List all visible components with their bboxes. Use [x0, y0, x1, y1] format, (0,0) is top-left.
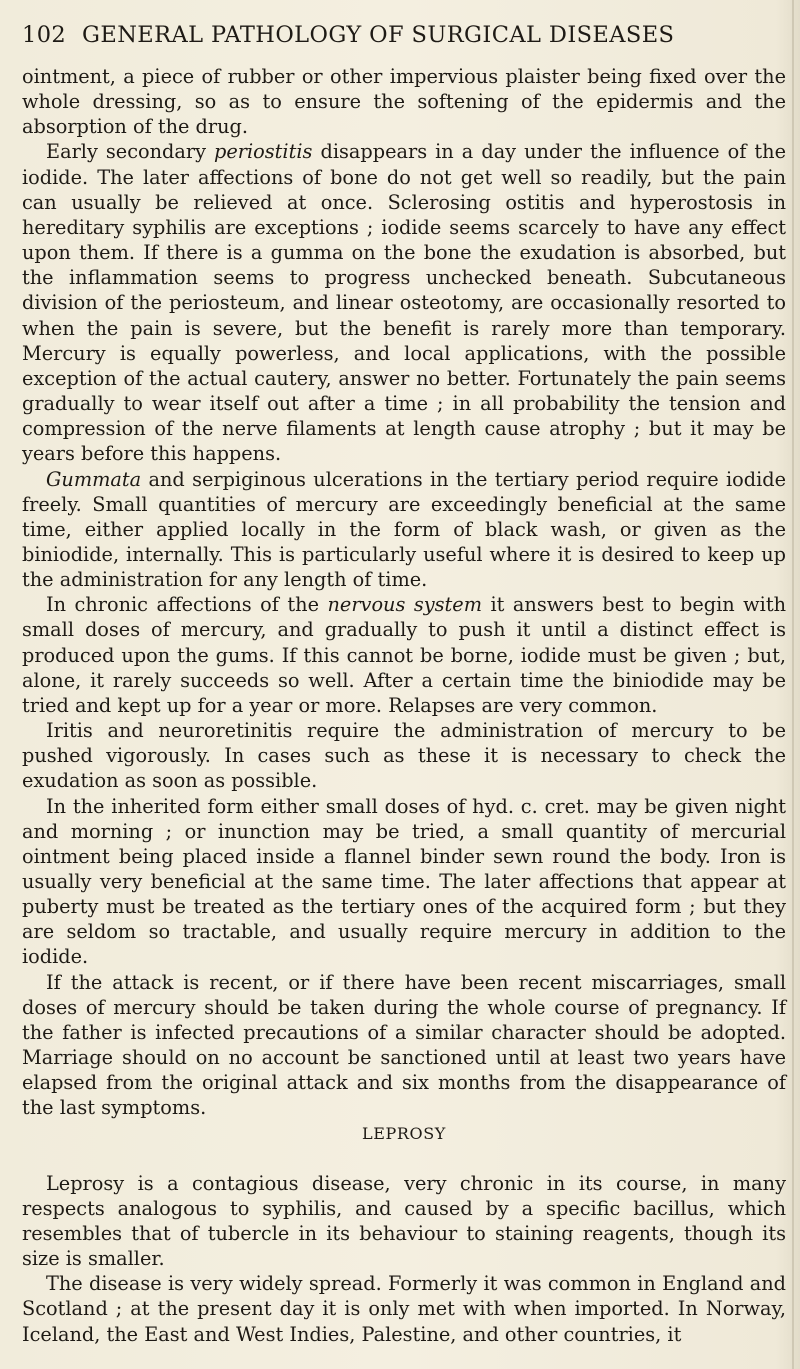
paragraph-gummata: Gummata and serpiginous ulcerations in the tertiary period require iodide freely. Small quantities of mercury are exceedingly beneficial at the same time, either applied locally in the form of black wash, or given as the biniodide, internally. This is particularly useful where it is desired to keep up the administration for any length of time. — [22, 467, 786, 592]
paragraph-ointment: ointment, a piece of rubber or other impervious plaister being fixed over the whole dressing, so as to ensure the softening of the epidermis and the absorption of the drug. — [22, 65, 786, 139]
running-title: GENERAL PATHOLOGY OF SURGICAL DISEASES — [82, 22, 675, 48]
paragraph-leprosy-intro: Leprosy is a contagious disease, very chronic in its course, in many respects analogous to syphilis, and caused by a specific bacillus, which resembles that of tubercle in its behaviour to staining reagents, though its size is smaller. — [22, 1171, 786, 1271]
running-header — [22, 22, 782, 62]
page-number: 102 — [22, 22, 67, 48]
paragraph-periostitis: Early secondary periostitis disappears in a day under the influence of the iodide. The later affections of bone do not get well so readily, but the pain can usually be relieved at once. Sclerosing ostitis and hyperostosis in hereditary syphilis are exceptions ; iodide seems scarcely to have any effect upon them. If there is a gumma on the bone the exudation is absorbed, but the inflammation seems to progress unchecked beneath. Subcutaneous division of the periosteum, and linear osteotomy, are occasionally resorted to when the pain is severe, but the benefit is rarely more than temporary. Mercury is equally powerless, and local applications, with the possible exception of the actual cautery, answer no better. Fortunately the pain seems gradually to wear itself out after a time ; in all probability the tension and compression of the nerve filaments at length cause atrophy ; but it may be years before this happens. — [22, 140, 786, 466]
paragraph-recent-attack: If the attack is recent, or if there have been recent miscarriages, small doses of mercury should be taken during the whole course of pregnancy. If the father is infected precautions of a similar character should be adopted. Marriage should on no account be sanctioned until at least two years have elapsed from the original attack and six months from the disappearance of the last symptoms. — [22, 970, 786, 1120]
paragraph-iritis: Iritis and neuroretinitis require the administration of mercury to be pushed vigorously. In cases such as these it is necessary to check the exudation as soon as possible. — [22, 719, 786, 793]
paragraph-leprosy-spread: The disease is very widely spread. Formerly it was common in England and Scotland ; at the present day it is only met with when imported. In Norway, Iceland, the East and West Indies, Palestine, and other countries, it — [22, 1272, 786, 1346]
body-text — [22, 64, 786, 1347]
term-gummata: Gummata — [46, 467, 142, 491]
paragraph-nervous-system: In chronic affections of the nervous system it answers best to begin with small doses of mercury, and gradually to push it until a distinct effect is produced upon the gums. If this cannot be borne, iodide must be given ; but, alone, it rarely succeeds so well. After a certain time the biniodide may be tried and kept up for a year or more. Relapses are very common. — [22, 593, 786, 717]
section-heading-leprosy: LEPROSY — [362, 1123, 446, 1143]
paragraph-inherited-form: In the inherited form either small doses of hyd. c. cret. may be given night and morning ; or inunction may be tried, a small quantity of mercurial ointment being placed inside a flannel binder sewn round the body. Iron is usually very beneficial at the same time. The later affections that appear at puberty must be treated as the tertiary ones of the acquired form ; but they are seldom so tractable, and usually require mercury in addition to the iodide. — [22, 794, 786, 969]
term-periostitis: periostitis — [214, 140, 313, 164]
page-edge — [792, 0, 794, 1369]
term-nervous-system: nervous system — [327, 593, 482, 617]
